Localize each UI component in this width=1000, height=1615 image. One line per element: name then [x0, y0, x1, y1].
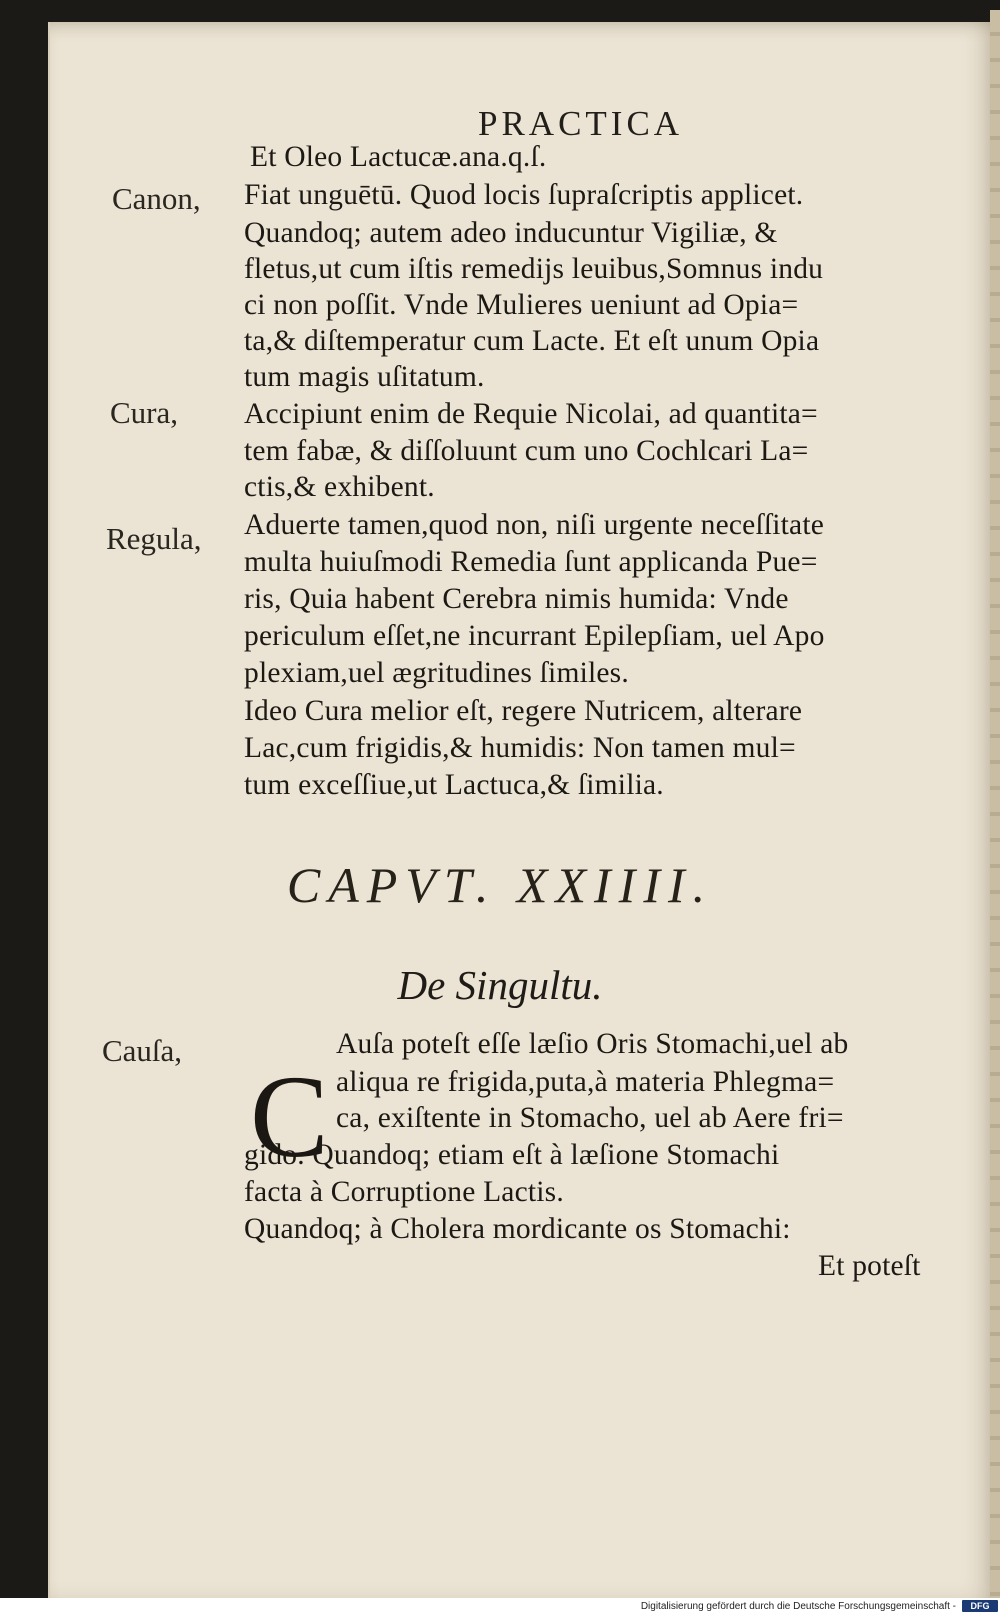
text-line: ca, exiſtente in Stomacho, uel ab Aere fri=: [336, 1102, 844, 1134]
text-line: ctis,& exhibent.: [244, 471, 435, 503]
text-line: Aduerte tamen,quod non, niſi urgente neceſſitate: [244, 509, 825, 541]
chapter-subtitle: De Singultu.: [397, 962, 603, 1008]
chapter-title: CAPVT. XXIIII.: [286, 857, 714, 913]
text-line: tem fabæ, & diſſoluunt cum uno Cochlcari La=: [244, 435, 809, 467]
text-line: Quandoq; à Cholera mordicante os Stomachi:: [244, 1213, 791, 1245]
text-line: multa huiuſmodi Remedia ſunt applicanda Pue=: [244, 546, 818, 578]
margin-note-canon: Canon,: [112, 181, 201, 216]
text-line: facta à Corruptione Lactis.: [244, 1176, 564, 1208]
text-line: tum exceſſiue,ut Lactuca,& ſimilia.: [244, 769, 664, 801]
text-line: fletus,ut cum iſtis remedijs leuibus,Somnus indu: [244, 253, 824, 285]
text-line: Quandoq; autem adeo inducuntur Vigiliæ, &: [244, 217, 778, 249]
margin-note-regula: Regula,: [106, 521, 202, 556]
text-line: Auſa poteſt eſſe læſio Oris Stomachi,uel ab: [336, 1028, 849, 1060]
margin-note-causa: Cauſa,: [102, 1033, 183, 1068]
drop-cap-initial: C: [250, 1051, 329, 1182]
text-line: aliqua re frigida,puta,à materia Phlegma=: [336, 1066, 835, 1098]
margin-note-cura: Cura,: [110, 395, 179, 430]
text-line: Accipiunt enim de Requie Nicolai, ad quantita=: [244, 398, 818, 430]
text-line: gido. Quandoq; etiam eſt à læſione Stomachi: [244, 1139, 780, 1171]
footer-bar: [0, 1598, 1000, 1615]
text-line: Fiat unguētū. Quod locis ſupraſcriptis applicet.: [244, 179, 804, 211]
footer-credit: Digitalisierung gefördert durch die Deutsche Forschungsgemeinschaft -: [640, 1601, 956, 1612]
text-line: Et Oleo Lactucæ.ana.q.ſ.: [250, 141, 547, 173]
dfg-logo-icon: DFG: [962, 1600, 998, 1612]
catchword: Et poteſt: [818, 1250, 921, 1282]
text-line: ta,& diſtemperatur cum Lacte. Et eſt unum Opia: [244, 325, 820, 357]
text-line: ci non poſſit. Vnde Mulieres ueniunt ad Opia=: [244, 289, 799, 321]
text-line: Lac,cum frigidis,& humidis: Non tamen mul=: [244, 732, 796, 764]
running-header: PRACTICA: [478, 104, 684, 143]
text-line: periculum eſſet,ne incurrant Epilepſiam, uel Apo: [244, 620, 825, 652]
text-line: ris, Quia habent Cerebra nimis humida: Vnde: [244, 583, 789, 615]
text-line: Ideo Cura melior eſt, regere Nutricem, alterare: [244, 695, 803, 727]
text-line: tum magis uſitatum.: [244, 361, 485, 393]
text-line: plexiam,uel ægritudines ſimiles.: [244, 657, 629, 689]
page-edge: [990, 10, 1000, 1598]
